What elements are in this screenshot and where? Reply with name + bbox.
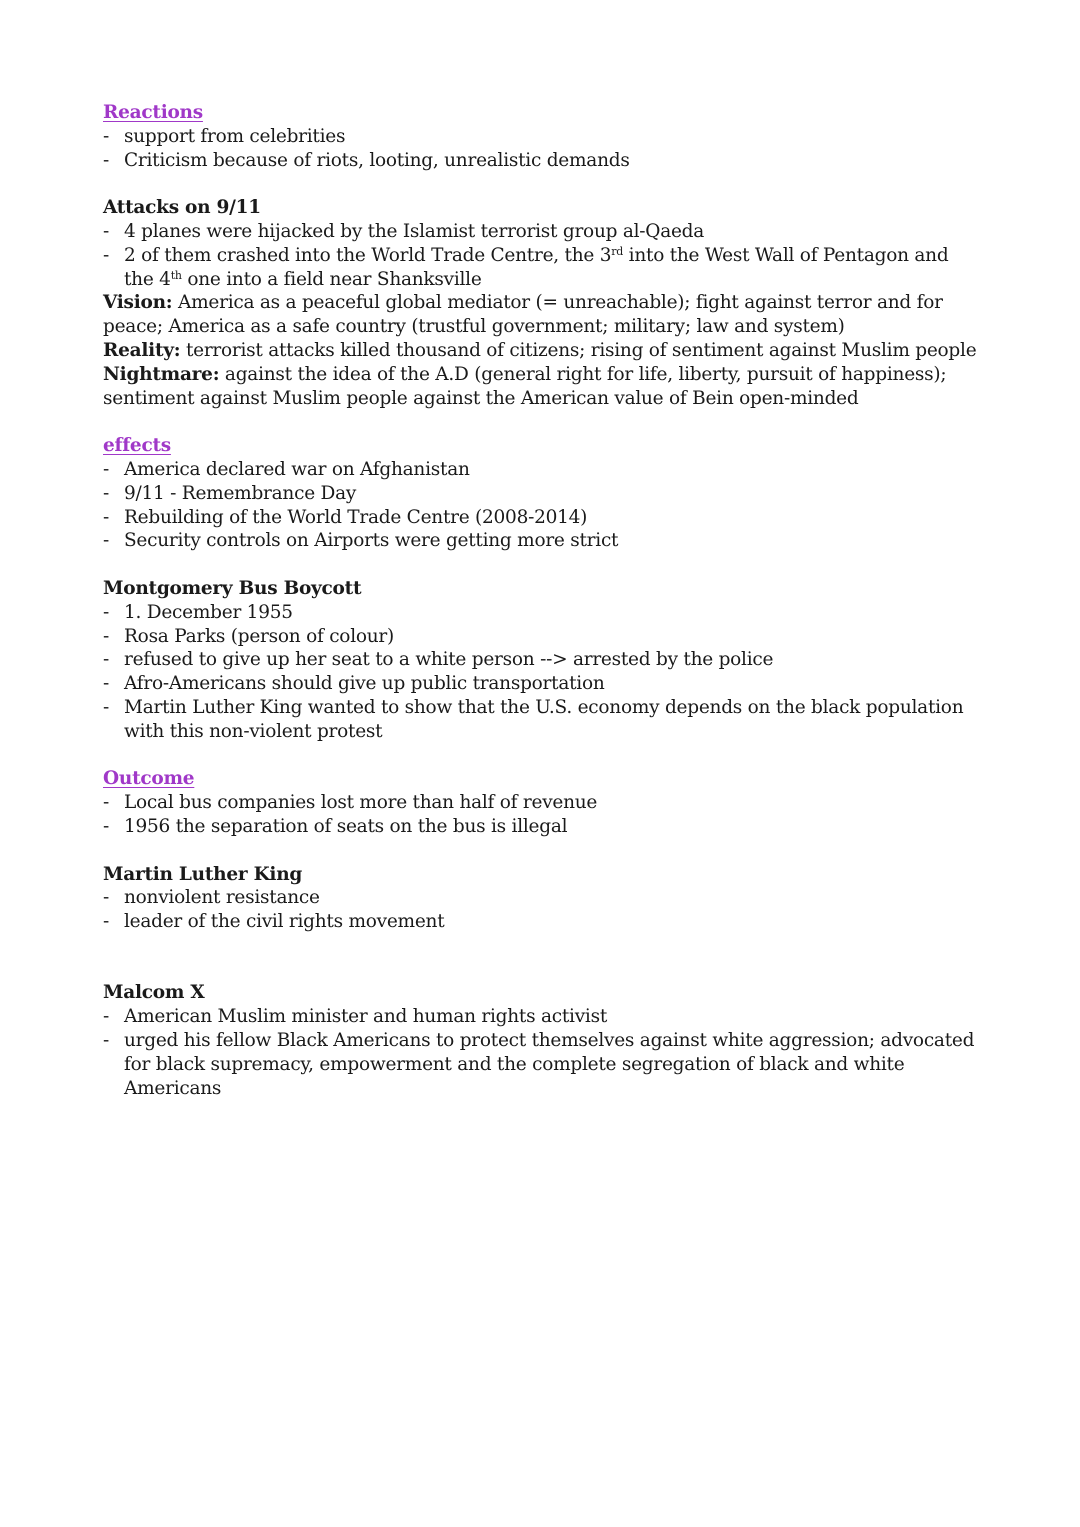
section-heading-boycott: Montgomery Bus Boycott — [103, 577, 362, 599]
list-item: - 4 planes were hijacked by the Islamist terrorist group al-Qaeda — [103, 220, 983, 244]
section-outcome — [103, 767, 983, 838]
list-item: - urged his fellow Black Americans to protect themselves against white aggression; advocated for black supremacy, empowerment and the complete segregation of black and white Americans — [103, 1029, 983, 1100]
list-item: - 1956 the separation of seats on the bus is illegal — [103, 815, 983, 839]
list-item — [103, 244, 983, 292]
section-heading-reactions: Reactions — [103, 102, 203, 123]
reactions-list — [103, 125, 983, 173]
effects-list — [103, 458, 983, 553]
list-item: - Rebuilding of the World Trade Centre (2008-2014) — [103, 506, 983, 530]
nightmare-paragraph — [103, 363, 983, 411]
nightmare-text: against the idea of the A.D (general right for life, liberty, pursuit of happiness); sentiment against Muslim people against the American value of Bein open-minded — [103, 363, 947, 409]
vision-text: America as a peaceful global mediator (= unreachable); fight against terror and for peace; America as a safe country (trustful government; military; law and system) — [103, 292, 943, 338]
list-item: - leader of the civil rights movement — [103, 910, 983, 934]
section-malcom-x — [103, 981, 983, 1100]
reality-paragraph — [103, 339, 983, 363]
section-heading-effects: effects — [103, 435, 171, 457]
attacks-list — [103, 220, 983, 291]
list-item: - Local bus companies lost more than half of revenue — [103, 791, 983, 815]
list-item: - Afro-Americans should give up public transportation — [103, 672, 983, 696]
malcom-list — [103, 1005, 983, 1100]
list-item: - American Muslim minister and human rights activist — [103, 1005, 983, 1029]
list-item: - nonviolent resistance — [103, 886, 983, 910]
item-text: one into a field near Shanksville — [181, 268, 482, 290]
section-attacks-911 — [103, 196, 983, 410]
list-item: - support from celebrities — [103, 125, 983, 149]
list-item: - America declared war on Afghanistan — [103, 458, 983, 482]
section-reactions — [103, 101, 983, 172]
section-heading-attacks: Attacks on 9/11 — [103, 197, 261, 219]
list-item: - Rosa Parks (person of colour) — [103, 625, 983, 649]
vision-label: Vision: — [103, 292, 173, 314]
item-text: into the West Wall of Pentagon and the 4 — [124, 244, 949, 290]
reality-label: Reality: — [103, 339, 181, 361]
list-item: - Martin Luther King wanted to show that the U.S. economy depends on the black population with this non-violent protest — [103, 696, 983, 744]
outcome-list — [103, 791, 983, 839]
section-effects — [103, 434, 983, 553]
list-item: - refused to give up her seat to a white person --> arrested by the police — [103, 648, 983, 672]
notes-page — [103, 101, 983, 1100]
section-martin-luther-king — [103, 863, 983, 934]
superscript: th — [170, 268, 182, 282]
superscript: rd — [611, 244, 624, 258]
list-item: - Security controls on Airports were getting more strict — [103, 529, 983, 553]
list-item: - 1. December 1955 — [103, 601, 983, 625]
section-montgomery-bus-boycott — [103, 577, 983, 744]
list-item: - 9/11 - Remembrance Day — [103, 482, 983, 506]
mlk-list — [103, 886, 983, 934]
section-heading-outcome: Outcome — [103, 768, 195, 790]
boycott-list — [103, 601, 983, 744]
vision-paragraph — [103, 291, 983, 339]
section-heading-mlk: Martin Luther King — [103, 863, 303, 885]
section-heading-malcom: Malcom X — [103, 982, 205, 1004]
reality-text: terrorist attacks killed thousand of citizens; rising of sentiment against Muslim people — [180, 339, 977, 361]
item-text: 2 of them crashed into the World Trade Centre, the 3 — [124, 244, 612, 266]
nightmare-label: Nightmare: — [103, 363, 220, 385]
list-item: - Criticism because of riots, looting, unrealistic demands — [103, 149, 983, 173]
